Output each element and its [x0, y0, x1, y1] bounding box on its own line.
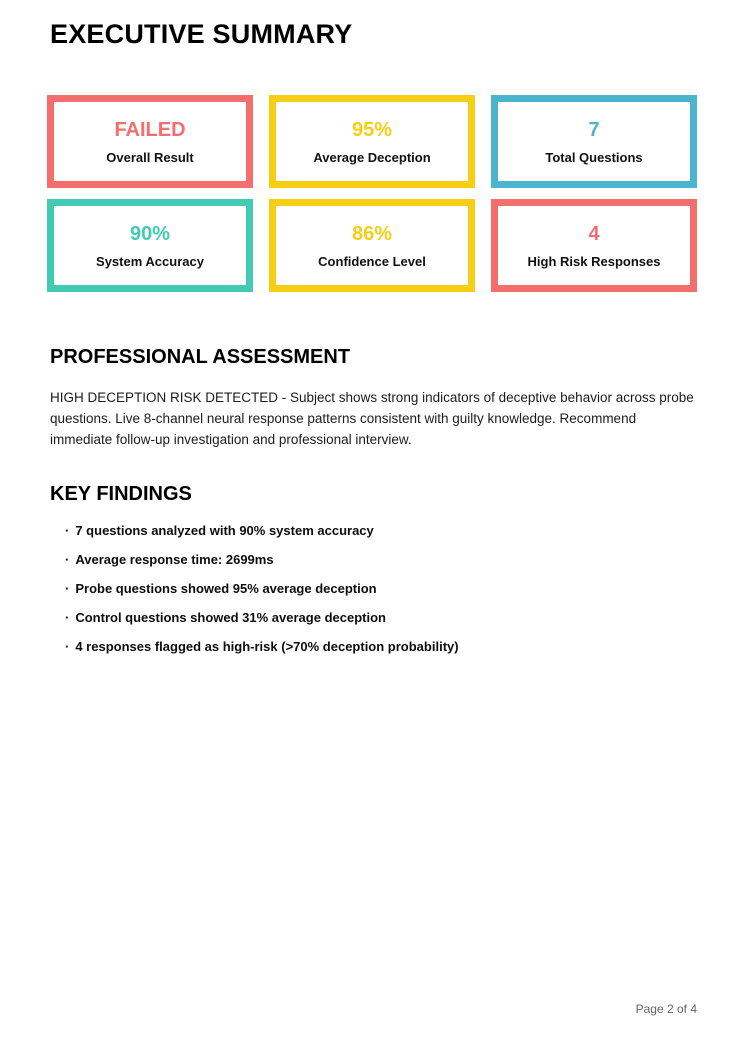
stat-card-label: High Risk Responses [527, 253, 661, 269]
stat-card-value: 95% [351, 118, 393, 141]
stat-card-label: Confidence Level [318, 253, 426, 269]
assessment-paragraph: HIGH DECEPTION RISK DETECTED - Subject shows strong indicators of deceptive behavior across probe questions. Live 8-channel neural response patterns consistent with guilty knowledge. Recommend immediate follow-up investigation and professional interview. [50, 390, 694, 447]
stat-card-confidence-level [269, 199, 475, 292]
summary-cards-grid [47, 95, 697, 292]
stat-card-label: System Accuracy [96, 253, 204, 269]
stat-card-value: 90% [129, 222, 171, 245]
stat-card-high-risk-responses [491, 199, 697, 292]
key-finding-item [50, 639, 697, 655]
stat-card-value: 86% [351, 222, 393, 245]
section-heading-professional-assessment: PROFESSIONAL ASSESSMENT [50, 346, 351, 368]
key-finding-item [50, 581, 697, 597]
bullet-icon: · [65, 581, 70, 596]
stat-card-value: 7 [588, 118, 600, 141]
key-finding-item [50, 610, 697, 626]
stat-card-label: Average Deception [313, 149, 431, 165]
key-findings-list [50, 523, 697, 655]
bullet-icon: · [65, 610, 70, 625]
page-title: EXECUTIVE SUMMARY [50, 19, 353, 49]
key-finding-text: Probe questions showed 95% average deception [75, 581, 377, 596]
key-finding-text: Average response time: 2699ms [75, 552, 274, 567]
stat-card-label: Overall Result [106, 149, 194, 165]
key-finding-item [50, 523, 697, 539]
stat-card-overall-result [47, 95, 253, 188]
stat-card-value: 4 [588, 222, 600, 245]
key-finding-text: 4 responses flagged as high-risk (>70% deception probability) [75, 639, 459, 654]
key-finding-item [50, 552, 697, 568]
stat-card-value: FAILED [114, 118, 186, 141]
page-number: Page 2 of 4 [635, 1002, 697, 1016]
stat-card-total-questions [491, 95, 697, 188]
bullet-icon: · [65, 639, 70, 654]
key-finding-text: Control questions showed 31% average deception [75, 610, 386, 625]
section-heading-key-findings: KEY FINDINGS [50, 483, 192, 505]
stat-card-average-deception [269, 95, 475, 188]
key-finding-text: 7 questions analyzed with 90% system accuracy [75, 523, 374, 538]
bullet-icon: · [65, 523, 70, 538]
stat-card-label: Total Questions [545, 149, 643, 165]
bullet-icon: · [65, 552, 70, 567]
stat-card-system-accuracy [47, 199, 253, 292]
